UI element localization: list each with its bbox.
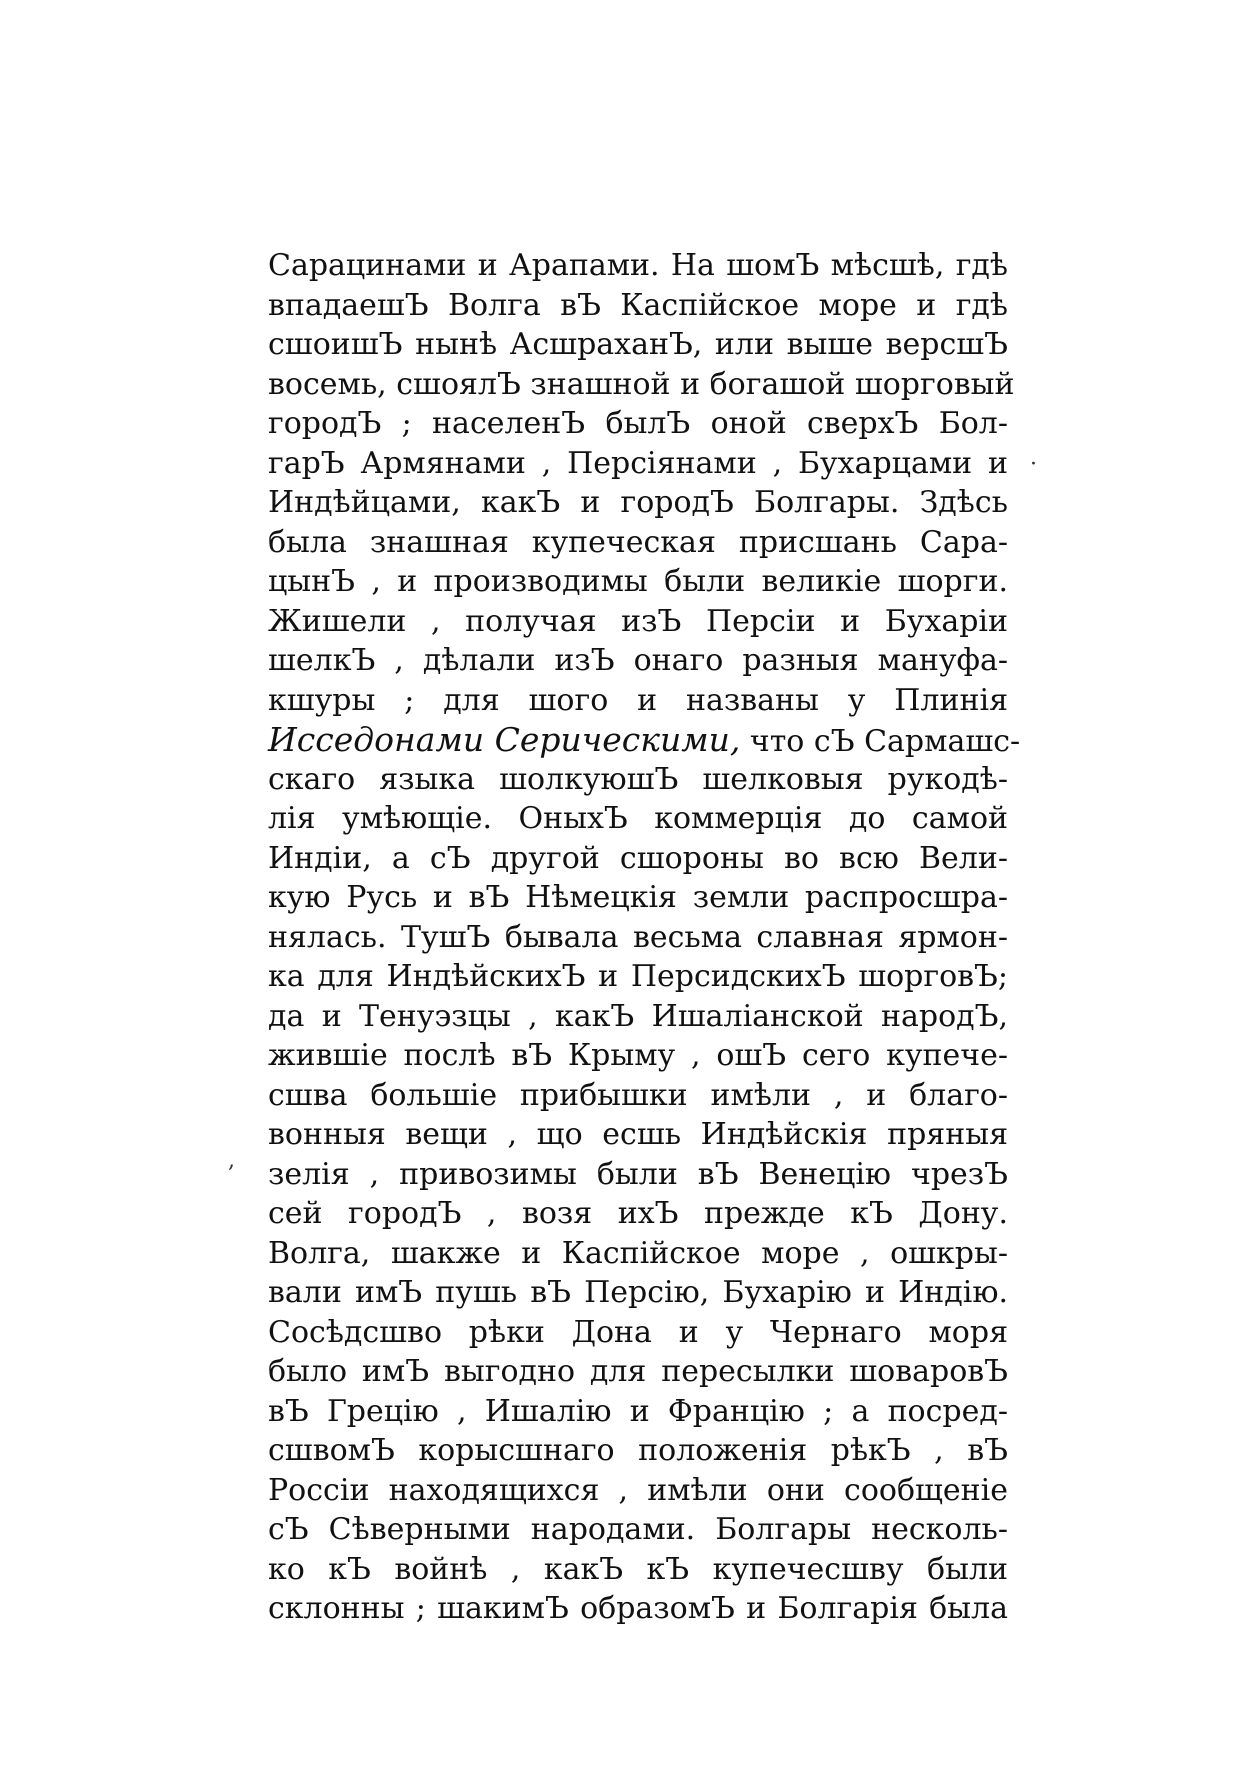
text-line: восемь, сшоялЪ знашной и богашой шорговый: [268, 366, 1015, 402]
text-line: склонны ; шакимЪ образомЪ и Болгарія была: [268, 1591, 1008, 1626]
margin-mark: ,: [228, 1148, 235, 1173]
text-line: [268, 720, 1021, 760]
text-line: сЪ Сѣверными народами. Болгары несколь-: [268, 1512, 1008, 1547]
text-line: вонныя вещи , що есшь Индѣйскія пряныя: [268, 1117, 1008, 1152]
text-line: скаго языка шолкуюшЪ шелковыя рукодѣ-: [268, 761, 1008, 797]
text-line: зелія , привозимы были вЪ Венецію чрезЪ: [268, 1156, 1008, 1192]
text-line: нялась. ТушЪ бывала весьма славная ярмон-: [268, 919, 1008, 955]
text-line: вали имЪ пушь вЪ Персію, Бухарію и Индію.: [268, 1275, 1008, 1310]
text-line: впадаешЪ Волга вЪ Каспійское море и гдѣ: [268, 287, 1008, 323]
text-line: Жишели , получая изЪ Персіи и Бухаріи: [268, 603, 1008, 639]
text-line: сшвомЪ корысшнаго положенія рѣкЪ , вЪ: [268, 1433, 1008, 1468]
text-line: Россіи находящихся , имѣли они сообщеніе: [268, 1472, 1008, 1508]
text-line: лія умѣющіе. ОныхЪ коммерція до самой: [268, 801, 1008, 836]
text-line: городЪ ; населенЪ былЪ оной сверхЪ Бол-: [268, 406, 1008, 441]
text-line: вЪ Грецію , Ишалію и Францію ; а посред-: [268, 1393, 1008, 1429]
text-line: Сарацинами и Арапами. На шомЪ мѣсшѣ, гдѣ: [268, 248, 1008, 283]
text-line: ко кЪ войнѣ , какЪ кЪ купечесшву были: [268, 1551, 1008, 1587]
text-line: гарЪ Армянами , Персіянами , Бухарцами и: [268, 445, 1008, 481]
text-line: ка для ИндѣйскихЪ и ПерсидскихЪ шорговЪ;: [268, 959, 1008, 994]
line-text: что сЪ Сармашс-: [740, 724, 1021, 759]
margin-mark: ·: [1030, 452, 1037, 477]
text-line: жившіе послѣ вЪ Крыму , ошЪ сего купече-: [268, 1038, 1008, 1073]
text-line: Волга, шакже и Каспійское море , ошкры-: [268, 1235, 1008, 1271]
text-line: Сосѣдсшво рѣки Дона и у Чернаго моря: [268, 1314, 1008, 1350]
text-line: сей городЪ , возя ихЪ прежде кЪ Дону.: [268, 1196, 1008, 1231]
text-line: шелкЪ , дѣлали изЪ онаго разныя мануфа-: [268, 643, 1008, 678]
text-line: была знашная купеческая присшань Сара-: [268, 524, 1008, 560]
text-line: было имЪ выгодно для пересылки шоваровЪ: [268, 1354, 1008, 1389]
body-text: [268, 246, 1021, 1629]
text-line: Индѣйцами, какЪ и городЪ Болгары. Здѣсь: [268, 485, 1008, 520]
text-line: цынЪ , и производимы были великіе шорги.: [268, 564, 1008, 599]
text-line: сшоишЪ нынѣ АсшраханЪ, или выше версшЪ: [268, 327, 1008, 362]
text-line: да и Тенуэзцы , какЪ Ишаліанской народЪ,: [268, 998, 1008, 1034]
text-line: сшва большіе прибышки имѣли , и благо-: [268, 1077, 1008, 1113]
text-line: кшуры ; для шого и названы у Плинія: [268, 682, 1008, 718]
text-line: Индіи, а сЪ другой сшороны во всю Вели-: [268, 840, 1008, 876]
italic-phrase: Исседонами Серическими,: [268, 720, 741, 759]
text-line: кую Русь и вЪ Нѣмецкія земли распросшра-: [268, 880, 1008, 915]
